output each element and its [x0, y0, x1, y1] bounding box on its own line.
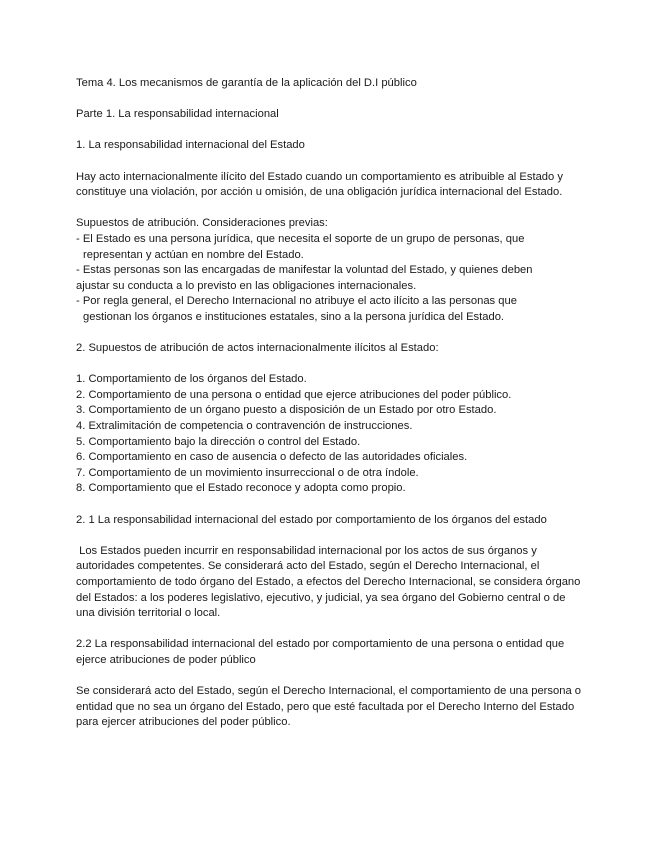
- document-page: [76, 76, 586, 731]
- assumption-item-1-rest: representan y actúan en nombre del Estado.: [83, 248, 304, 261]
- attribution-item: 8. Comportamiento que el Estado reconoce y adopta como propio.: [76, 482, 406, 495]
- assumption-item-2-first: - Estas personas son las encargadas de manifestar la voluntad del Estado, y quienes deben: [76, 264, 533, 277]
- attribution-item: 1. Comportamiento de los órganos del Estado.: [76, 373, 307, 386]
- assumptions-block: [76, 216, 586, 325]
- assumption-item-3-first: - Por regla general, el Derecho Internacional no atribuye el acto ilícito a las personas que: [76, 295, 517, 308]
- attribution-list: [76, 372, 586, 497]
- attribution-item: 2. Comportamiento de una persona o entidad que ejerce atribuciones del poder público.: [76, 388, 512, 401]
- assumptions-title: Supuestos de atribución. Consideraciones previas:: [76, 217, 328, 230]
- assumption-item-2-rest: ajustar su conducta a lo previsto en las obligaciones internacionales.: [76, 279, 417, 292]
- section-2-2-heading: 2.2 La responsabilidad internacional del estado por comportamiento de una persona o entidad que ejerce atribuciones de poder público: [76, 638, 565, 666]
- attribution-item: 5. Comportamiento bajo la dirección o control del Estado.: [76, 435, 361, 448]
- section-2-2-paragraph: Se considerará acto del Estado, según el Derecho Internacional, el comportamiento de una persona o entidad que no sea un órgano del Estado, pero que esté facultada por el Derecho Interno del Estado para ejercer atribuciones del poder público.: [76, 685, 581, 729]
- attribution-item: 4. Extralimitación de competencia o contravención de instrucciones.: [76, 420, 413, 433]
- section-2-1-heading: 2. 1 La responsabilidad internacional del estado por comportamiento de los órganos del estado: [76, 513, 547, 526]
- attribution-item: 7. Comportamiento de un movimiento insurreccional o de otra índole.: [76, 466, 419, 479]
- document-title: Tema 4. Los mecanismos de garantía de la aplicación del D.I público: [76, 77, 417, 89]
- section-1-paragraph: Hay acto internacionalmente ilícito del Estado cuando un comportamiento es atribuible al Estado y constituye una violación, por acción u omisión, de una obligación jurídica internacional del Estado.: [76, 170, 563, 199]
- assumption-item-1-first: - El Estado es una persona jurídica, que necesita el soporte de un grupo de personas, que: [76, 232, 525, 245]
- section-2-heading: 2. Supuestos de atribución de actos internacionalmente ilícitos al Estado:: [76, 342, 439, 355]
- attribution-item: 6. Comportamiento en caso de ausencia o defecto de las autoridades oficiales.: [76, 451, 468, 464]
- attribution-item: 3. Comportamiento de un órgano puesto a disposición de un Estado por otro Estado.: [76, 404, 497, 417]
- part-heading: Parte 1. La responsabilidad internacional: [76, 108, 279, 121]
- assumption-item-3-rest: gestionan los órganos e instituciones estatales, sino a la persona jurídica del Estado.: [83, 310, 505, 323]
- section-1-heading: 1. La responsabilidad internacional del Estado: [76, 139, 305, 152]
- section-2-1-paragraph: Los Estados pueden incurrir en responsabilidad internacional por los actos de sus órganos y autoridades competentes. Se considerará acto del Estado, según el Derecho Internacional, el comportamiento de todo órgano del Estado, a efectos del Derecho Internacional, se considera órgano del Estados: a los poderes legislativo, ejecutivo, y judicial, ya sea órgano del Gobierno central o de una división territorial o local.: [76, 544, 584, 620]
